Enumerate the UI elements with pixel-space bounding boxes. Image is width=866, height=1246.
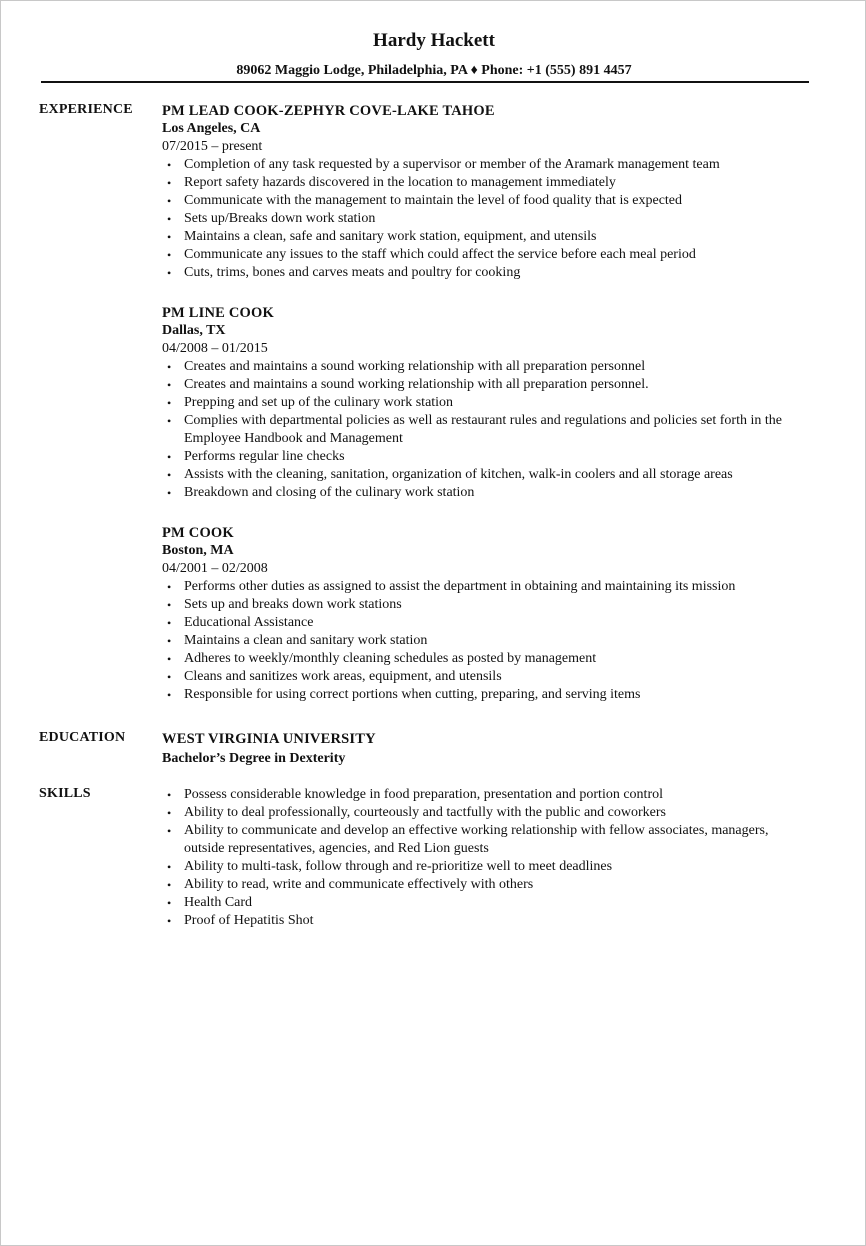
list-item: • Ability to communicate and develop an effective working relationship with fellow associates, managers, outside representatives, agencies, and Red Lion guests <box>162 822 812 858</box>
list-item: • Ability to multi-task, follow through and re-prioritize well to meet deadlines <box>162 858 812 876</box>
job-entry <box>162 102 812 282</box>
list-item: • Possess considerable knowledge in food preparation, presentation and portion control <box>162 786 812 804</box>
skills-list <box>162 786 812 930</box>
school-name: WEST VIRGINIA UNIVERSITY <box>162 731 376 747</box>
list-item: • Creates and maintains a sound working relationship with all preparation personnel. <box>162 376 812 394</box>
job-dates: 04/2001 – 02/2008 <box>162 561 268 576</box>
list-item: • Responsible for using correct portions when cutting, preparing, and serving items <box>162 686 812 704</box>
list-item: • Adheres to weekly/monthly cleaning schedules as posted by management <box>162 650 812 668</box>
job-title: PM LINE COOK <box>162 305 274 321</box>
list-item: • Breakdown and closing of the culinary work station <box>162 484 812 502</box>
degree-name: Bachelor’s Degree in Dexterity <box>162 751 346 766</box>
job-entry <box>162 304 812 502</box>
list-item: • Performs regular line checks <box>162 448 812 466</box>
list-item: • Sets up/Breaks down work station <box>162 210 812 228</box>
list-item: • Assists with the cleaning, sanitation, organization of kitchen, walk-in coolers and all storage areas <box>162 466 812 484</box>
list-item: • Performs other duties as assigned to assist the department in obtaining and maintaining its mission <box>162 578 812 596</box>
list-item: • Creates and maintains a sound working relationship with all preparation personnel <box>162 358 812 376</box>
job-dates: 04/2008 – 01/2015 <box>162 341 268 356</box>
experience-heading: EXPERIENCE <box>39 102 133 117</box>
list-item: • Ability to deal professionally, courteously and tactfully with the public and coworkers <box>162 804 812 822</box>
skills-heading: SKILLS <box>39 786 91 801</box>
list-item: • Maintains a clean and sanitary work station <box>162 632 812 650</box>
list-item: • Prepping and set up of the culinary work station <box>162 394 812 412</box>
list-item: • Educational Assistance <box>162 614 812 632</box>
job-entry <box>162 524 812 704</box>
list-item: • Sets up and breaks down work stations <box>162 596 812 614</box>
header-divider <box>41 81 809 83</box>
contact-line: 89062 Maggio Lodge, Philadelphia, PA ♦ Phone: +1 (555) 891 4457 <box>236 63 632 78</box>
education-entry <box>162 730 812 768</box>
list-item: • Communicate any issues to the staff which could affect the service before each meal period <box>162 246 812 264</box>
job-location: Los Angeles, CA <box>162 121 261 136</box>
job-title: PM COOK <box>162 525 234 541</box>
list-item: • Cuts, trims, bones and carves meats and poultry for cooking <box>162 264 812 282</box>
job-duties-list <box>162 578 812 704</box>
job-duties-list <box>162 358 812 502</box>
list-item: • Report safety hazards discovered in the location to management immediately <box>162 174 812 192</box>
list-item: • Health Card <box>162 894 812 912</box>
list-item: • Communicate with the management to maintain the level of food quality that is expected <box>162 192 812 210</box>
list-item: • Cleans and sanitizes work areas, equipment, and utensils <box>162 668 812 686</box>
job-location: Boston, MA <box>162 543 234 558</box>
list-item: • Maintains a clean, safe and sanitary work station, equipment, and utensils <box>162 228 812 246</box>
education-heading: EDUCATION <box>39 730 126 745</box>
skills-entry <box>162 786 812 930</box>
job-duties-list <box>162 156 812 282</box>
candidate-name: Hardy Hackett <box>373 30 495 51</box>
job-title: PM LEAD COOK-ZEPHYR COVE-LAKE TAHOE <box>162 103 495 119</box>
list-item: • Proof of Hepatitis Shot <box>162 912 812 930</box>
list-item: • Complies with departmental policies as well as restaurant rules and regulations and policies set forth in the Employee Handbook and Management <box>162 412 812 448</box>
job-location: Dallas, TX <box>162 323 226 338</box>
list-item: • Ability to read, write and communicate effectively with others <box>162 876 812 894</box>
list-item: • Completion of any task requested by a supervisor or member of the Aramark management team <box>162 156 812 174</box>
job-dates: 07/2015 – present <box>162 139 263 154</box>
